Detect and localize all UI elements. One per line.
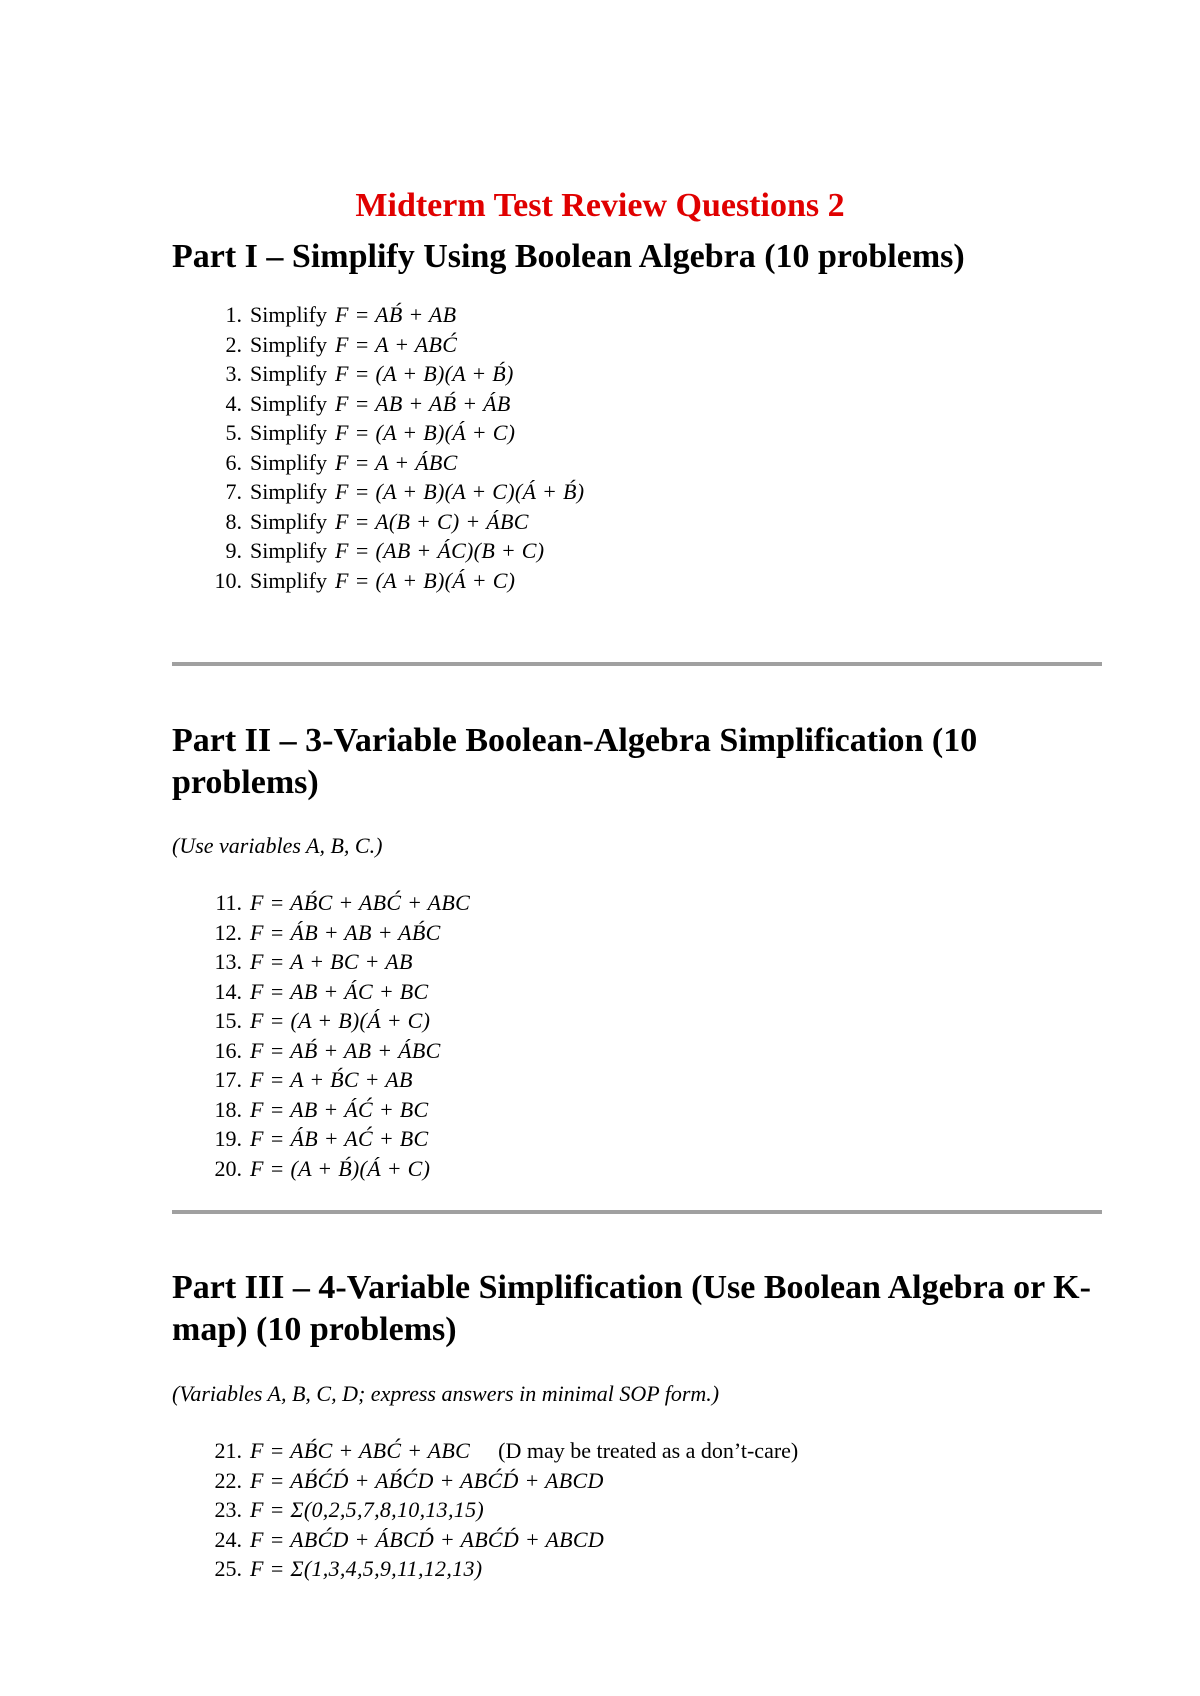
problem-number: 11. xyxy=(215,890,242,915)
problem-number: 10. xyxy=(214,567,242,593)
problem-item xyxy=(172,947,470,977)
boolean-expression: F = AB́ + AB xyxy=(335,302,457,327)
boolean-expression: F = (AB + ÁC)(B + C) xyxy=(335,538,545,563)
boolean-expression: F = (A + B)(A + C)(Á + B́) xyxy=(335,479,585,504)
problem-item xyxy=(172,1495,798,1525)
boolean-expression: F = A + ABĆ xyxy=(335,331,458,357)
part-1-problem-list xyxy=(172,300,584,595)
boolean-expression: F = (A + B́)(Á + C) xyxy=(250,1155,431,1181)
problem-instruction: Simplify xyxy=(250,420,328,445)
problem-number: 1. xyxy=(225,302,242,327)
boolean-expression: F = A + B́C + AB xyxy=(250,1067,413,1092)
problem-item xyxy=(172,448,584,478)
problem-number: 8. xyxy=(225,508,242,534)
boolean-expression: F = AB́ĆD́ + AB́ĆD + ABĆD́ + ABCD xyxy=(250,1467,604,1493)
part-3-note: (Variables A, B, C, D; express answers in minimal SOP form.) xyxy=(172,1381,720,1406)
problem-instruction: Simplify xyxy=(250,331,328,357)
problem-item xyxy=(172,1554,798,1584)
problem-item xyxy=(172,888,470,918)
boolean-expression: F = ABĆD + ÁBCD́ + ABĆD́ + ABCD xyxy=(250,1526,605,1552)
problem-item xyxy=(172,977,470,1007)
problem-item xyxy=(172,389,584,419)
problem-instruction: Simplify xyxy=(250,390,328,416)
part-2-note: (Use variables A, B, C.) xyxy=(172,833,383,858)
problem-number: 9. xyxy=(225,538,242,563)
problem-number: 13. xyxy=(214,949,242,974)
problem-number: 20. xyxy=(214,1155,242,1181)
boolean-expression: F = AB́C + ABĆ + ABC xyxy=(250,890,471,915)
problem-item xyxy=(172,1006,470,1036)
problem-number: 12. xyxy=(214,919,242,945)
problem-item xyxy=(172,1154,470,1184)
problem-number: 17. xyxy=(214,1067,242,1092)
part-3-problem-list xyxy=(172,1436,798,1584)
problem-number: 4. xyxy=(225,390,242,416)
problem-number: 24. xyxy=(214,1526,242,1552)
problem-instruction: Simplify xyxy=(250,508,328,534)
boolean-expression: F = A(B + C) + ÁBC xyxy=(335,508,529,534)
boolean-expression: F = (A + B)(Á + C) xyxy=(335,567,516,593)
problem-number: 14. xyxy=(214,978,242,1004)
boolean-expression: F = Σ(0,2,5,7,8,10,13,15) xyxy=(250,1497,485,1522)
boolean-expression: F = (A + B)(Á + C) xyxy=(335,420,516,445)
problem-item xyxy=(172,1466,798,1496)
problem-number: 7. xyxy=(225,479,242,504)
boolean-expression: F = Σ(1,3,4,5,9,11,12,13) xyxy=(250,1556,483,1581)
boolean-expression: F = AB + ÁĆ + BC xyxy=(250,1096,429,1122)
problem-item xyxy=(172,1065,470,1095)
boolean-expression: F = A + BC + AB xyxy=(250,949,413,974)
section-divider xyxy=(172,662,1102,666)
problem-number: 2. xyxy=(225,331,242,357)
problem-number: 19. xyxy=(214,1126,242,1151)
problem-number: 3. xyxy=(225,361,242,386)
problem-instruction: Simplify xyxy=(250,567,328,593)
part-3-heading: Part III – 4-Variable Simplification (Use Boolean Algebra or K-map) (10 problems) xyxy=(172,1269,1091,1348)
boolean-expression: F = ÁB + AB + AB́C xyxy=(250,919,441,945)
problem-item xyxy=(172,359,584,389)
part-1-heading: Part I – Simplify Using Boolean Algebra (10 problems) xyxy=(172,238,965,275)
problem-instruction: Simplify xyxy=(250,302,328,327)
problem-item xyxy=(172,1036,470,1066)
document-title: Midterm Test Review Questions 2 xyxy=(355,187,845,224)
part-2-problem-list xyxy=(172,888,470,1183)
problem-remark: (D may be treated as a don’t-care) xyxy=(498,1438,799,1463)
problem-instruction: Simplify xyxy=(250,479,328,504)
problem-item xyxy=(172,918,470,948)
boolean-expression: F = AB́C + ABĆ + ABC xyxy=(250,1438,471,1463)
boolean-expression: F = (A + B)(A + B́) xyxy=(335,361,514,386)
problem-number: 5. xyxy=(225,420,242,445)
boolean-expression: F = AB́ + AB + ÁBC xyxy=(250,1037,441,1063)
section-divider xyxy=(172,1210,1102,1214)
problem-item xyxy=(172,418,584,448)
problem-item xyxy=(172,300,584,330)
boolean-expression: F = AB + ÁC + BC xyxy=(250,978,429,1004)
problem-item xyxy=(172,566,584,596)
problem-item xyxy=(172,1124,470,1154)
boolean-expression: F = A + ÁBC xyxy=(335,449,458,475)
boolean-expression: F = (A + B)(Á + C) xyxy=(250,1008,431,1033)
problem-number: 16. xyxy=(214,1037,242,1063)
problem-number: 15. xyxy=(214,1008,242,1033)
problem-instruction: Simplify xyxy=(250,538,328,563)
problem-number: 21. xyxy=(214,1438,242,1463)
problem-item xyxy=(172,507,584,537)
problem-number: 18. xyxy=(214,1096,242,1122)
problem-item xyxy=(172,477,584,507)
problem-number: 22. xyxy=(214,1467,242,1493)
problem-number: 6. xyxy=(225,449,242,475)
boolean-expression: F = AB + AB́ + ÁB xyxy=(335,390,511,416)
problem-item xyxy=(172,1436,798,1466)
part-2-heading: Part II – 3-Variable Boolean-Algebra Simplification (10 problems) xyxy=(172,722,978,801)
problem-number: 23. xyxy=(214,1497,242,1522)
problem-item xyxy=(172,536,584,566)
problem-instruction: Simplify xyxy=(250,449,328,475)
problem-number: 25. xyxy=(214,1556,242,1581)
problem-item xyxy=(172,330,584,360)
boolean-expression: F = ÁB + AĆ + BC xyxy=(250,1126,429,1151)
problem-item xyxy=(172,1525,798,1555)
problem-item xyxy=(172,1095,470,1125)
problem-instruction: Simplify xyxy=(250,361,328,386)
